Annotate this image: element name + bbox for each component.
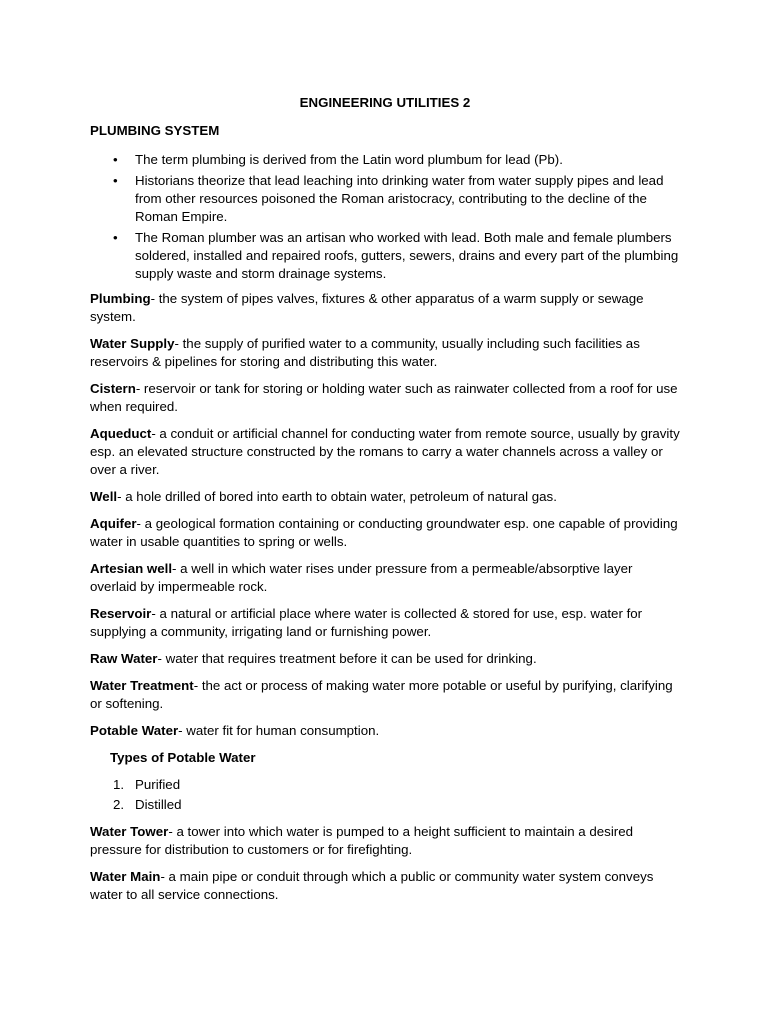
definition-raw-water bbox=[90, 650, 680, 668]
document-title: ENGINEERING UTILITIES 2 bbox=[299, 95, 471, 110]
definition-aqueduct bbox=[90, 425, 680, 479]
definition-term: Raw Water bbox=[90, 651, 158, 666]
list-item-label: Purified bbox=[135, 777, 181, 792]
definition-well bbox=[90, 488, 680, 506]
definition-term: Cistern bbox=[90, 381, 136, 396]
bullet-text: The Roman plumber was an artisan who worked with lead. Both male and female plumbers soldered, installed and repaired roofs, gutters, sewers, drains and every part of the plumbing supply waste and storm drainage systems. bbox=[135, 230, 679, 281]
definition-term: Water Supply bbox=[90, 336, 175, 351]
definition-water-main bbox=[90, 868, 680, 904]
types-list bbox=[90, 776, 680, 814]
bullet-dot-icon: • bbox=[113, 152, 118, 167]
bullet-item bbox=[90, 172, 680, 226]
bullet-dot-icon: • bbox=[113, 230, 118, 245]
definition-term: Water Treatment bbox=[90, 678, 194, 693]
bullet-text: The term plumbing is derived from the Latin word plumbum for lead (Pb). bbox=[135, 152, 563, 167]
list-number: 1. bbox=[113, 777, 125, 792]
definitions bbox=[90, 290, 680, 913]
definition-text: - a tower into which water is pumped to a height sufficient to maintain a desired pressure for distribution to customers or for firefighting. bbox=[90, 824, 633, 857]
definition-term: Aquifer bbox=[90, 516, 137, 531]
definition-cistern bbox=[90, 380, 680, 416]
definition-aquifer bbox=[90, 515, 680, 551]
definition-term: Potable Water bbox=[90, 723, 179, 738]
definition-text: - a natural or artificial place where water is collected & stored for use, esp. water for supplying a community, irrigating land or furnishing power. bbox=[90, 606, 643, 639]
definition-text: - a geological formation containing or conducting groundwater esp. one capable of providing water in usable quantities to spring or wells. bbox=[90, 516, 678, 549]
definition-text: - the act or process of making water more potable or useful by purifying, clarifying or softening. bbox=[90, 678, 673, 711]
definition-text: - the supply of purified water to a community, usually including such facilities as reservoirs & pipelines for storing and distributing this water. bbox=[90, 336, 640, 369]
definition-term: Artesian well bbox=[90, 561, 173, 576]
definition-water-treatment bbox=[90, 677, 680, 713]
definition-term: Water Main bbox=[90, 869, 161, 884]
bullet-item bbox=[90, 229, 680, 283]
definition-text: - a main pipe or conduit through which a public or community water system conveys water to all service connections. bbox=[90, 869, 654, 902]
definition-water-tower bbox=[90, 823, 680, 859]
bullet-item bbox=[90, 151, 680, 169]
definition-text: - a hole drilled of bored into earth to obtain water, petroleum of natural gas. bbox=[117, 489, 557, 504]
definition-artesian-well bbox=[90, 560, 680, 596]
definition-text: - water fit for human consumption. bbox=[178, 723, 380, 738]
definition-text: - water that requires treatment before it can be used for drinking. bbox=[157, 651, 537, 666]
definition-term: Plumbing bbox=[90, 291, 151, 306]
definition-reservoir bbox=[90, 605, 680, 641]
definition-term: Aqueduct bbox=[90, 426, 152, 441]
types-heading: Types of Potable Water bbox=[110, 750, 256, 765]
definition-potable-water bbox=[90, 722, 680, 740]
definition-term: Water Tower bbox=[90, 824, 169, 839]
bullet-list bbox=[90, 151, 680, 286]
definition-text: - a conduit or artificial channel for conducting water from remote source, usually by gravity esp. an elevated structure constructed by the romans to carry a water channels across a valley or over a river. bbox=[90, 426, 680, 477]
types-list-item bbox=[90, 796, 680, 814]
definition-plumbing bbox=[90, 290, 680, 326]
definition-text: - a well in which water rises under pressure from a permeable/absorptive layer overlaid by impermeable rock. bbox=[90, 561, 633, 594]
definition-text: - the system of pipes valves, fixtures & other apparatus of a warm supply or sewage system. bbox=[90, 291, 644, 324]
bullet-text: Historians theorize that lead leaching into drinking water from water supply pipes and lead from other resources poisoned the Roman aristocracy, contributing to the decline of the Roman Empire. bbox=[135, 173, 664, 224]
list-number: 2. bbox=[113, 797, 125, 812]
bullet-dot-icon: • bbox=[113, 173, 118, 188]
definition-term: Reservoir bbox=[90, 606, 152, 621]
definition-water-supply bbox=[90, 335, 680, 371]
list-item-label: Distilled bbox=[135, 797, 182, 812]
types-list-item bbox=[90, 776, 680, 794]
section-heading: PLUMBING SYSTEM bbox=[90, 123, 220, 138]
definition-term: Well bbox=[90, 489, 118, 504]
definition-text: - reservoir or tank for storing or holding water such as rainwater collected from a roof for use when required. bbox=[90, 381, 678, 414]
